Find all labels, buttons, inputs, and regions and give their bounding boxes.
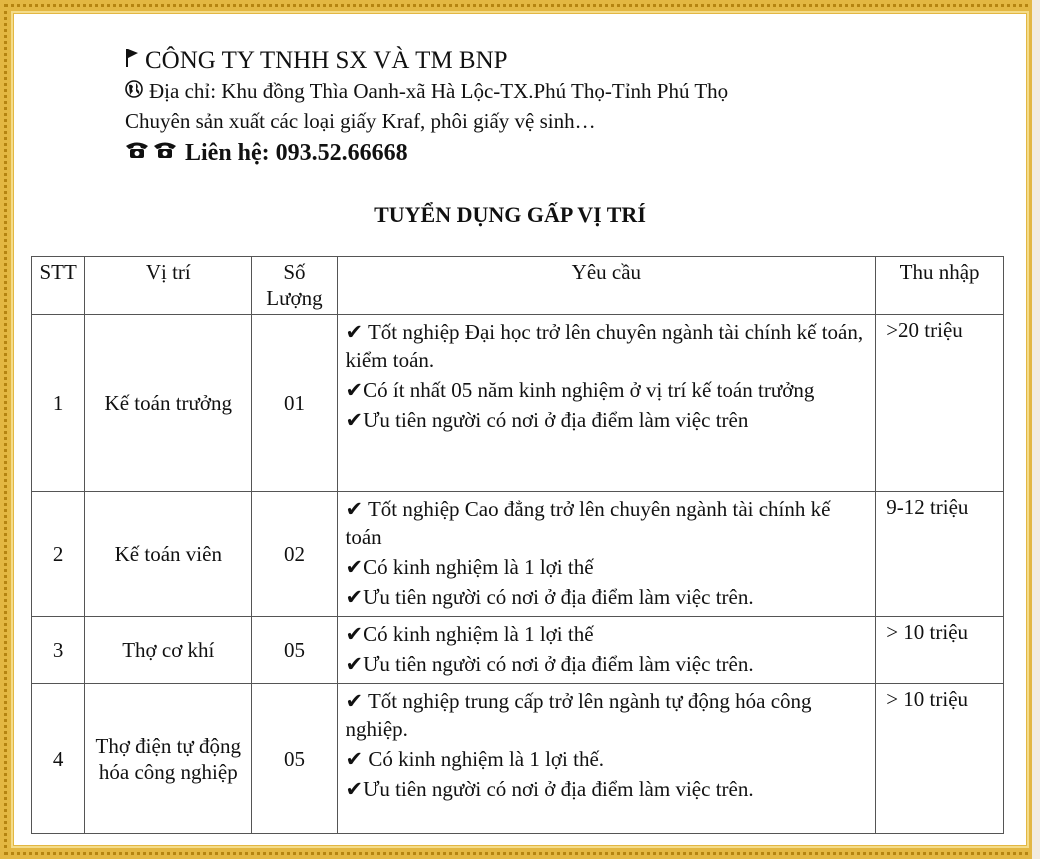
row-stt: 3 — [32, 617, 85, 684]
company-name: CÔNG TY TNHH SX VÀ TM BNP — [145, 47, 508, 74]
company-name-line — [125, 46, 945, 76]
company-header — [125, 46, 945, 168]
row-stt: 2 — [32, 492, 85, 617]
header-stt: STT — [32, 257, 85, 315]
row-requirements — [337, 315, 876, 492]
table-row — [32, 684, 1004, 834]
requirement-item: ✔Ưu tiên người có nơi ở địa điểm làm việc trên — [345, 408, 749, 432]
row-requirements — [337, 492, 876, 617]
company-address: Địa chỉ: Khu đồng Thìa Oanh-xã Hà Lộc-TX.Phú Thọ-Tỉnh Phú Thọ — [149, 79, 729, 103]
header-quantity-line1: Số — [283, 260, 306, 284]
row-stt: 1 — [32, 315, 85, 492]
row-income: >20 triệu — [876, 315, 1004, 492]
row-position: Thợ cơ khí — [85, 617, 252, 684]
requirement-item: ✔Ưu tiên người có nơi ở địa điểm làm việc trên. — [345, 652, 754, 676]
company-products: Chuyên sản xuất các loại giấy Kraf, phôi giấy vệ sinh… — [125, 109, 596, 133]
row-stt: 4 — [32, 684, 85, 834]
requirement-item: ✔ Có kinh nghiệm là 1 lợi thế. — [345, 747, 605, 771]
table-row — [32, 492, 1004, 617]
header-position: Vị trí — [85, 257, 252, 315]
globe-icon — [125, 76, 143, 106]
requirement-item: ✔Ưu tiên người có nơi ở địa điểm làm việc trên. — [345, 585, 754, 609]
contact-phone: Liên hệ: 093.52.66668 — [185, 140, 408, 166]
page-edge — [1032, 0, 1040, 859]
requirement-item: ✔Ưu tiên người có nơi ở địa điểm làm việc trên. — [345, 777, 754, 801]
job-table — [31, 256, 1004, 834]
header-quantity — [252, 257, 337, 315]
requirement-item: ✔ Tốt nghiệp trung cấp trở lên ngành tự động hóa công nghiệp. — [345, 689, 812, 741]
header-income: Thu nhập — [876, 257, 1004, 315]
row-quantity: 05 — [252, 684, 337, 834]
table-header-row — [32, 257, 1004, 315]
row-quantity: 05 — [252, 617, 337, 684]
address-line — [125, 76, 945, 106]
row-income: > 10 triệu — [876, 684, 1004, 834]
page-title: TUYỂN DỤNG GẤP VỊ TRÍ — [374, 202, 646, 227]
row-income: 9-12 triệu — [876, 492, 1004, 617]
phone-icon — [125, 138, 179, 168]
row-position: Kế toán viên — [85, 492, 252, 617]
row-position: Kế toán trưởng — [85, 315, 252, 492]
requirement-item: ✔ Tốt nghiệp Cao đẳng trở lên chuyên ngành tài chính kế toán — [345, 497, 831, 549]
row-requirements — [337, 684, 876, 834]
header-requirements: Yêu cầu — [337, 257, 876, 315]
row-quantity: 02 — [252, 492, 337, 617]
table-row — [32, 617, 1004, 684]
requirement-item: ✔Có kinh nghiệm là 1 lợi thế — [345, 555, 594, 579]
row-position: Thợ điện tự động hóa công nghiệp — [85, 684, 252, 834]
row-requirements — [337, 617, 876, 684]
contact-line — [125, 138, 945, 168]
requirement-item: ✔Có ít nhất 05 năm kinh nghiệm ở vị trí kế toán trưởng — [345, 378, 815, 402]
requirement-item: ✔Có kinh nghiệm là 1 lợi thế — [345, 622, 594, 646]
flag-icon — [125, 46, 139, 76]
requirement-item: ✔ Tốt nghiệp Đại học trở lên chuyên ngành tài chính kế toán, kiểm toán. — [345, 320, 864, 372]
table-row — [32, 315, 1004, 492]
row-quantity: 01 — [252, 315, 337, 492]
row-income: > 10 triệu — [876, 617, 1004, 684]
header-quantity-line2: Lượng — [266, 286, 323, 310]
